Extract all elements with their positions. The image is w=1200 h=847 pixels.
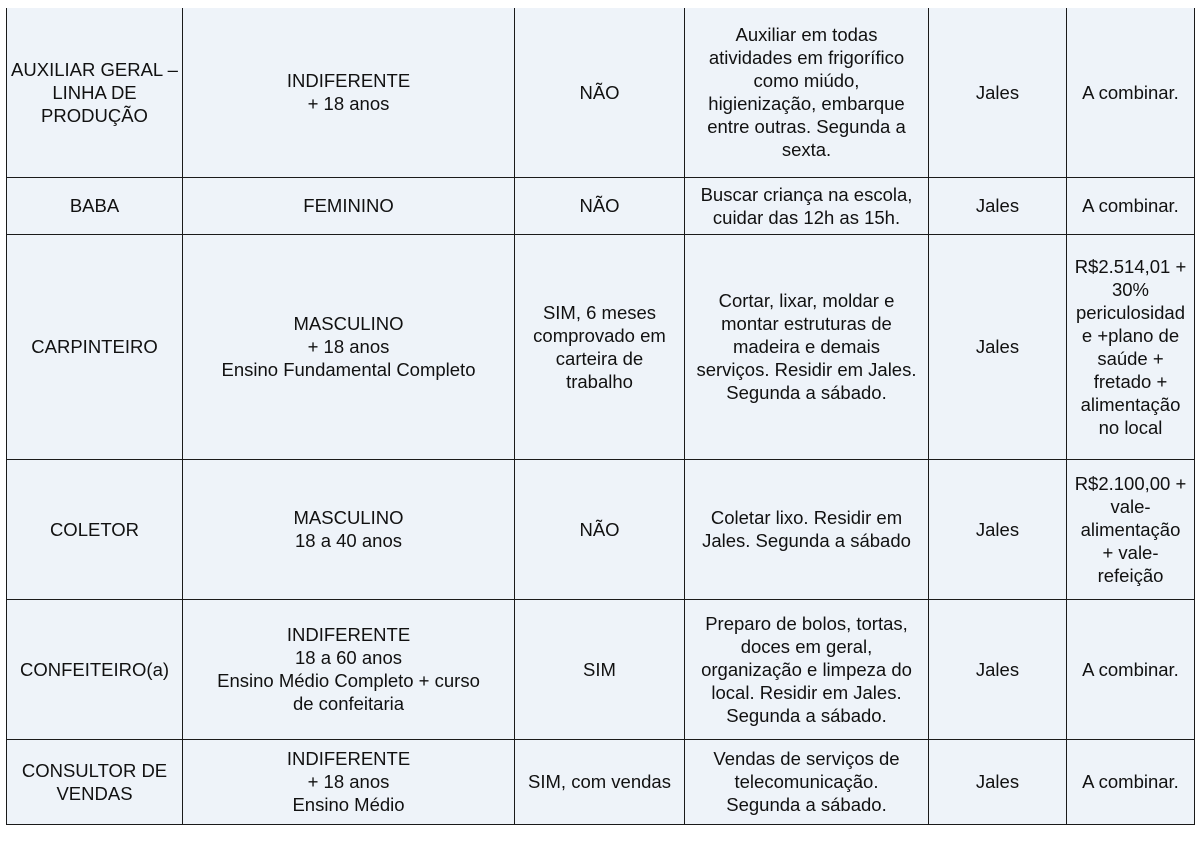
activities-cell: Coletar lixo. Residir em Jales. Segunda a sábado [685,459,929,599]
requirements-cell: MASCULINO + 18 anos Ensino Fundamental Completo [183,234,515,459]
requirements-cell: MASCULINO 18 a 40 anos [183,459,515,599]
table-row [7,459,1195,599]
location-cell: Jales [929,599,1067,739]
job-title-cell: CONFEITEIRO(a) [7,599,183,739]
experience-cell: NÃO [515,459,685,599]
requirements-cell: INDIFERENTE 18 a 60 anos Ensino Médio Completo + curso de confeitaria [183,599,515,739]
job-title-cell: CARPINTEIRO [7,234,183,459]
experience-cell: NÃO [515,8,685,177]
table-row [7,8,1195,177]
salary-cell: A combinar. [1067,739,1195,824]
job-title-cell: AUXILIAR GERAL – LINHA DE PRODUÇÃO [7,8,183,177]
activities-cell: Preparo de bolos, tortas, doces em geral, organização e limpeza do local. Residir em Jales. Segunda a sábado. [685,599,929,739]
experience-cell: SIM [515,599,685,739]
salary-cell: A combinar. [1067,8,1195,177]
location-cell: Jales [929,459,1067,599]
table-row [7,177,1195,234]
table-row [7,599,1195,739]
job-title-cell: COLETOR [7,459,183,599]
activities-cell: Buscar criança na escola, cuidar das 12h as 15h. [685,177,929,234]
location-cell: Jales [929,739,1067,824]
experience-cell: SIM, com vendas [515,739,685,824]
activities-cell: Auxiliar em todas atividades em frigorífico como miúdo, higienização, embarque entre outras. Segunda a sexta. [685,8,929,177]
salary-cell: A combinar. [1067,177,1195,234]
location-cell: Jales [929,8,1067,177]
salary-cell: A combinar. [1067,599,1195,739]
table-row [7,234,1195,459]
requirements-cell: INDIFERENTE + 18 anos [183,8,515,177]
requirements-cell: FEMININO [183,177,515,234]
activities-cell: Cortar, lixar, moldar e montar estruturas de madeira e demais serviços. Residir em Jales. Segunda a sábado. [685,234,929,459]
experience-cell: SIM, 6 meses comprovado em carteira de trabalho [515,234,685,459]
job-title-cell: CONSULTOR DE VENDAS [7,739,183,824]
salary-cell: R$2.514,01 + 30% periculosidad e +plano de saúde + fretado + alimentação no local [1067,234,1195,459]
table-row [7,739,1195,824]
salary-cell: R$2.100,00 + vale- alimentação + vale- refeição [1067,459,1195,599]
location-cell: Jales [929,234,1067,459]
requirements-cell: INDIFERENTE + 18 anos Ensino Médio [183,739,515,824]
location-cell: Jales [929,177,1067,234]
activities-cell: Vendas de serviços de telecomunicação. Segunda a sábado. [685,739,929,824]
job-listings-table [6,8,1195,825]
job-title-cell: BABA [7,177,183,234]
experience-cell: NÃO [515,177,685,234]
